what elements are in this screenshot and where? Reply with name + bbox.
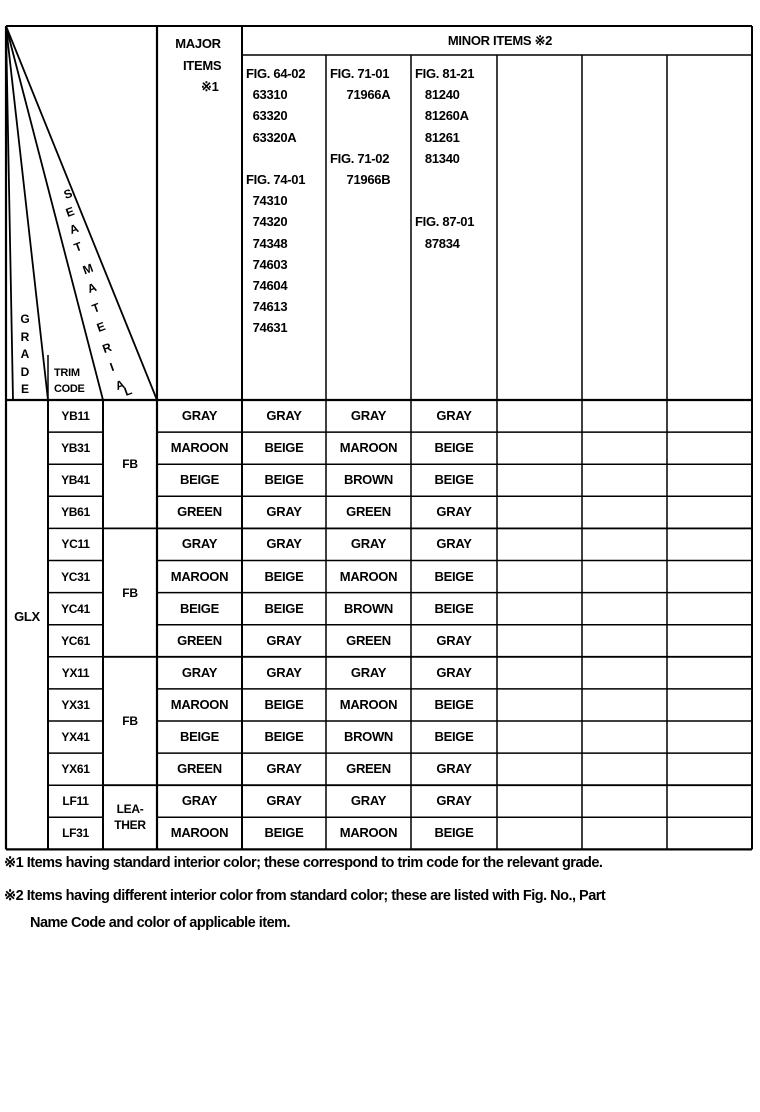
diag-seat [6,26,157,400]
minor-color-cell-2: MAROON [339,568,398,584]
major-color-cell: GREEN [177,632,222,648]
seat-material-letter: L [122,383,134,399]
minor-color-cell-3: GRAY [436,504,472,520]
minor-color-cell-2: MAROON [339,696,398,712]
major-items-label-1: MAJOR [175,36,221,51]
grade-letter: R [20,329,30,344]
minor-color-cell-2: GRAY [350,536,387,552]
seat-material-letter: A [85,279,99,297]
minor-color-cell-3: GRAY [436,664,472,680]
grade-letter: G [20,312,30,326]
major-items-note-mark: ※1 [201,79,219,94]
minor-color-cell-3: GRAY [436,632,472,648]
major-color-cell: GRAY [181,408,218,424]
trim-code-label-2: CODE [54,383,85,395]
fig-list-col1: FIG. 64-02 63310 63320 63320A FIG. 74-01 74310 74320 74348 74603 74604 74613 74631 [246,66,306,336]
minor-color-cell-1: GRAY [266,793,302,809]
trim-code-cell: YB41 [61,473,90,488]
seat-material-letter: S [61,186,75,202]
seat-material-cell: FB [122,457,138,472]
major-color-cell: BEIGE [180,600,219,616]
minor-color-cell-1: BEIGE [264,440,304,456]
footnote-2-line-2: Name Code and color of applicable item. [30,915,291,931]
minor-color-cell-2: BROWN [343,600,394,616]
trim-code-cell: YC31 [61,569,90,584]
major-color-cell: MAROON [170,696,229,712]
minor-color-cell-3: GRAY [436,536,472,552]
minor-color-cell-3: BEIGE [434,568,474,584]
minor-color-cell-2: MAROON [339,825,398,841]
trim-code-cell: LF31 [62,826,89,841]
minor-color-cell-1: BEIGE [264,825,304,841]
trim-code-cell: LF11 [62,794,89,809]
minor-color-cell-2: GRAY [350,664,387,680]
seat-material-cell: LEA- [116,802,144,817]
seat-material-letter: R [100,339,114,357]
minor-color-cell-3: BEIGE [434,825,474,841]
trim-code-cell: YX61 [61,762,90,777]
minor-color-cell-3: GRAY [436,761,472,777]
fig-list-col3: FIG. 81-21 81240 81260A 81261 81340 FIG. 87-01 87834 [415,66,475,251]
minor-color-cell-1: GRAY [266,536,302,552]
seat-material-letter: T [90,300,102,316]
seat-material-cell: FB [122,714,138,728]
minor-color-cell-2: GREEN [346,504,391,520]
minor-color-cell-2: MAROON [339,440,398,456]
seat-material-cell: THER [114,818,146,833]
major-color-cell: BEIGE [180,729,219,745]
minor-color-cell-3: BEIGE [434,729,474,745]
trim-code-cell: YC11 [61,537,90,552]
minor-color-cell-2: GREEN [346,632,391,648]
minor-color-cell-1: BEIGE [264,568,304,584]
seat-material-letter: E [94,319,108,335]
minor-color-cell-2: BROWN [343,729,394,745]
minor-color-cell-3: GRAY [436,793,472,809]
minor-color-cell-1: BEIGE [264,472,304,488]
minor-color-cell-3: BEIGE [434,696,474,712]
minor-color-cell-3: BEIGE [434,472,474,488]
major-color-cell: GRAY [181,536,218,552]
minor-color-cell-3: BEIGE [434,440,474,456]
major-color-cell: MAROON [170,440,229,456]
seat-material-letter: A [67,220,81,238]
major-color-cell: GRAY [181,793,218,809]
grade-letter: A [20,347,30,361]
trim-code-cell: YB11 [61,409,90,424]
trim-code-cell: YX41 [61,730,90,745]
seat-material-letter: E [63,204,77,220]
seat-material-letter: T [72,239,84,255]
minor-items-label: MINOR ITEMS ※2 [447,33,553,48]
trim-code-cell: YC61 [61,633,90,648]
trim-code-cell: YX11 [61,665,90,680]
minor-color-cell-1: GRAY [266,632,302,648]
minor-color-cell-1: GRAY [266,664,302,680]
minor-color-cell-1: GRAY [266,504,302,520]
major-color-cell: GREEN [177,504,222,520]
minor-color-cell-1: GRAY [266,408,302,424]
minor-color-cell-3: GRAY [436,408,472,424]
trim-code-cell: YB31 [61,441,90,456]
minor-color-cell-1: BEIGE [264,696,304,712]
minor-color-cell-1: BEIGE [264,600,304,616]
footnote-1: ※1 Items having standard interior color; these correspond to trim code for the relevant grade. [4,855,603,871]
trim-code-label-1: TRIM [54,367,80,379]
minor-color-cell-2: GRAY [350,408,387,424]
major-color-cell: MAROON [170,825,229,841]
minor-color-cell-2: GRAY [350,793,387,809]
minor-color-cell-2: BROWN [343,472,394,488]
minor-color-cell-1: BEIGE [264,729,304,745]
seat-material-letter: M [80,260,96,278]
major-color-cell: GREEN [177,761,222,777]
seat-material-cell: FB [122,585,138,600]
trim-code-cell: YX31 [61,697,90,712]
trim-code-cell: YB61 [61,505,90,520]
grade-letter: E [20,382,29,396]
diag-mat [6,26,103,400]
major-color-cell: MAROON [170,568,229,584]
grade-letter: D [20,364,30,379]
fig-list-col2: FIG. 71-01 71966A FIG. 71-02 71966B [330,66,391,188]
trim-code-cell: YC41 [61,601,90,616]
grade-cell: GLX [14,608,40,624]
footnote-2-line-1: ※2 Items having different interior color from standard color; these are listed with Fig. No., Part [4,888,606,904]
seat-material-letter: I [108,359,116,375]
major-color-cell: BEIGE [180,472,219,488]
major-items-label-2: ITEMS [183,58,222,73]
major-color-cell: GRAY [181,664,218,680]
minor-color-cell-1: GRAY [266,761,302,777]
minor-color-cell-3: BEIGE [434,600,474,616]
seat-material-letter: A [113,376,127,394]
minor-color-cell-2: GREEN [346,761,391,777]
